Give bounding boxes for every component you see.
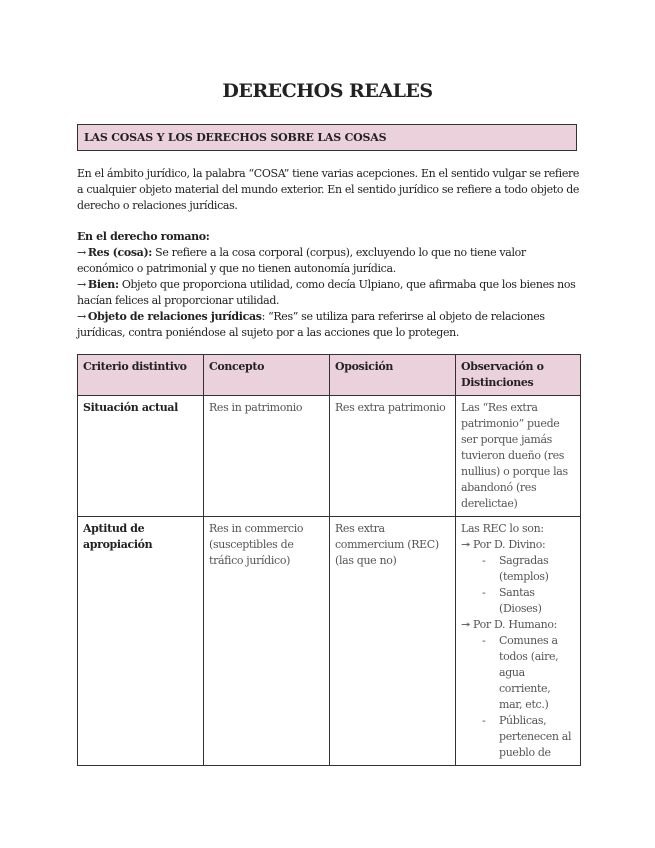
cell-concepto: Res in patrimonio <box>204 396 330 517</box>
list-item: - Públicas, pertenecen al pueblo de <box>482 714 572 759</box>
list-item: - Comunes a todos (aire, agua corriente, mar, etc.) <box>482 634 559 711</box>
roman-law-block <box>77 229 581 341</box>
cell-observacion: Las “Res extra patrimonio” puede ser porque jamás tuvieron dueño (res nullius) o porque las abandonó (res derelictae) <box>456 396 581 517</box>
roman-law-heading: En el derecho romano: <box>77 230 210 243</box>
definition-bien: → Bien: Objeto que proporciona utilidad, como decía Ulpiano, que afirmaba que los bienes nos hacían felices al proporcionar utilidad. <box>77 278 576 307</box>
table-header-row <box>78 355 581 396</box>
header-observacion: Observación o Distinciones <box>456 355 581 396</box>
cell-oposicion: Res extra patrimonio <box>330 396 456 517</box>
table-row <box>78 396 581 517</box>
humano-item: ↠ Por D. Humano: <box>461 618 557 631</box>
divino-item: ↠ Por D. Divino: <box>461 538 546 551</box>
cell-criterio: Aptitud de apropiación <box>78 517 204 766</box>
list-item: - Santas (Dioses) <box>482 586 542 615</box>
definition-objeto: → Objeto de relaciones jurídicas: “Res” se utiliza para referirse al objeto de relaciones jurídicas, contra poniéndose al sujeto por a las acciones que lo protegen. <box>77 310 545 339</box>
section-heading-box <box>77 124 577 151</box>
header-criterio: Criterio distintivo <box>78 355 204 396</box>
list-item: - Sagradas (templos) <box>482 554 549 583</box>
intro-paragraph: En el ámbito jurídico, la palabra “COSA” tiene varias acepciones. En el sentido vulgar se refiere a cualquier objeto material del mundo exterior. En el sentido jurídico se refiere a todo objeto de derecho o relaciones jurídicas. <box>77 167 580 212</box>
definition-res: → Res (cosa): Se refiere a la cosa corporal (corpus), excluyendo lo que no tiene valor económico o patrimonial y que no tienen autonomía jurídica. <box>77 246 526 275</box>
cell-criterio: Situación actual <box>78 396 204 517</box>
cell-concepto: Res in commercio (susceptibles de tráfico jurídico) <box>204 517 330 766</box>
criteria-table <box>77 354 581 766</box>
document-title: DERECHOS REALES <box>222 80 433 102</box>
table-row <box>78 517 581 766</box>
cell-oposicion: Res extra commercium (REC) (las que no) <box>330 517 456 766</box>
obs-intro: Las REC lo son: <box>461 522 544 535</box>
header-concepto: Concepto <box>204 355 330 396</box>
cell-observacion <box>456 517 581 766</box>
header-oposicion: Oposición <box>330 355 456 396</box>
section-heading: LAS COSAS Y LOS DERECHOS SOBRE LAS COSAS <box>84 131 387 144</box>
